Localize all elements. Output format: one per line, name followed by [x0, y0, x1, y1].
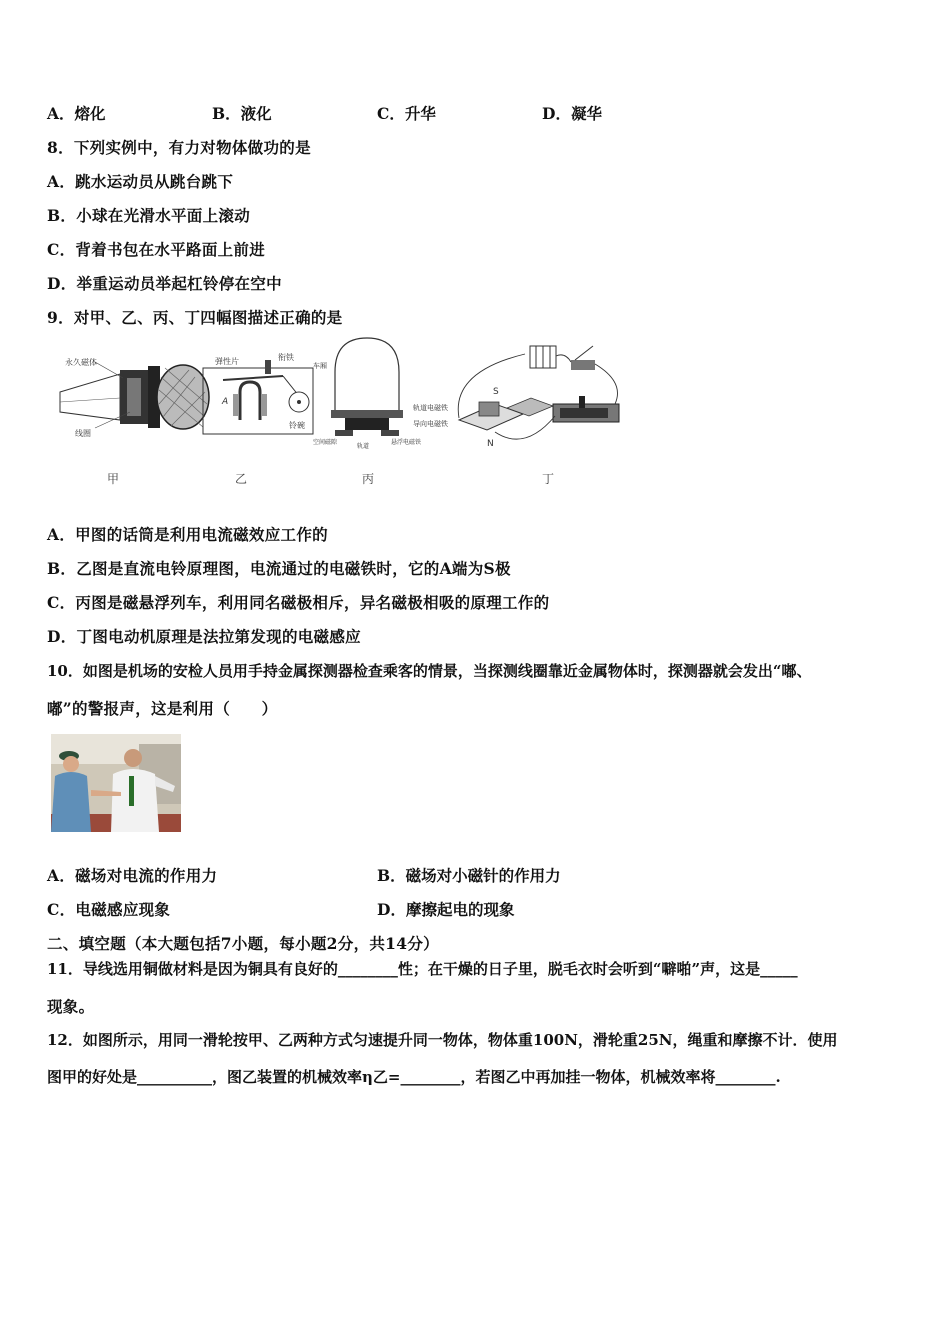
q7-option-d: D．凝华 — [542, 104, 602, 123]
q10-stem-line2: 嘟”的警报声，这是利用（ ） — [47, 699, 278, 718]
q7-option-b: B．液化 — [212, 104, 272, 123]
q9-stem: 9．对甲、乙、丙、丁四幅图描述正确的是 — [47, 308, 343, 327]
q10-option-a: A．磁场对电流的作用力 — [47, 866, 218, 885]
fig-yi-bell — [203, 352, 313, 434]
fig-bing-maglev — [313, 338, 448, 450]
q10-stem-line1: 10．如图是机场的安检人员用手持金属探测器检查乘客的情景，当探测线圈靠近金属物体时，探测器就会发出“嘟、 — [47, 662, 812, 680]
q7-option-a: A．熔化 — [47, 104, 106, 123]
fig-jia-microphone — [60, 357, 209, 438]
q10-option-d: D．摩擦起电的现象 — [377, 900, 515, 919]
q11-line2: 现象。 — [47, 997, 95, 1016]
section2-heading: 二、填空题（本大题包括7小题，每小题2分，共14分） — [47, 934, 439, 953]
q10-photo-svg — [51, 734, 181, 832]
fig-yi-bowl-label: 铃碗 — [289, 421, 305, 430]
fig-ding-n-label: N — [487, 439, 494, 449]
fig-label-ding: 丁 — [542, 472, 555, 486]
fig-ding-s-label: S — [493, 387, 499, 397]
fig-jia-coil-label: 线圈 — [75, 429, 91, 438]
q10-option-b: B．磁场对小磁针的作用力 — [377, 866, 561, 885]
fig-label-bing: 丙 — [362, 472, 375, 486]
q10-option-c: C．电磁感应现象 — [47, 900, 171, 919]
q8-stem: 8．下列实例中，有力对物体做功的是 — [47, 138, 311, 157]
q12-line1: 12．如图所示，用同一滑轮按甲、乙两种方式匀速提升同一物体，物体重100N，滑轮重25N，绳重和摩擦不计．使用 — [47, 1031, 838, 1049]
q8-option-d: D．举重运动员举起杠铃停在空中 — [47, 274, 282, 293]
q9-option-b: B．乙图是直流电铃原理图，电流通过的电磁铁时，它的A端为S极 — [47, 559, 511, 578]
q11-line1: 11．导线选用铜做材料是因为铜具有良好的________性；在干燥的日子里，脱毛衣时会听到“噼啪”声，这是_____ — [47, 960, 798, 978]
fig-bing-gap-label: 空间磁隙 — [313, 439, 338, 446]
fig-bing-levitation-label: 悬浮电磁铁 — [391, 439, 422, 446]
q8-option-a: A．跳水运动员从跳台跳下 — [47, 172, 234, 191]
fig-label-jia: 甲 — [107, 472, 120, 486]
q12-line2: 图甲的好处是__________，图乙装置的机械效率η乙=________，若图乙中再加挂一物体，机械效率将________. — [47, 1068, 781, 1086]
q9-figures-svg — [55, 332, 635, 492]
fig-bing-carriage-label: 车厢 — [313, 362, 327, 370]
fig-bing-guide-magnet-label: 导向电磁铁 — [413, 420, 448, 428]
fig-ding-motor — [458, 346, 619, 449]
q8-option-c: C．背着书包在水平路面上前进 — [47, 240, 266, 259]
fig-jia-magnet-label: 永久磁体 — [65, 358, 97, 367]
q7-option-c: C．升华 — [377, 104, 436, 123]
fig-yi-a-label: A — [222, 397, 229, 407]
fig-yi-spring-label: 弹性片 — [215, 357, 239, 366]
q10-photo — [51, 734, 181, 832]
fig-label-yi: 乙 — [235, 472, 248, 486]
q9-option-a: A．甲图的话筒是利用电流磁效应工作的 — [47, 525, 328, 544]
fig-bing-rail-label: 轨道 — [357, 443, 370, 450]
fig-yi-armature-label: 衔铁 — [278, 353, 294, 362]
q8-option-b: B．小球在光滑水平面上滚动 — [47, 206, 251, 225]
fig-bing-track-magnet-label: 轨道电磁铁 — [413, 404, 448, 412]
q9-option-c: C．丙图是磁悬浮列车，利用同名磁极相斥，异名磁极相吸的原理工作的 — [47, 593, 550, 612]
q9-figure-strip — [55, 332, 635, 492]
q9-option-d: D．丁图电动机原理是法拉第发现的电磁感应 — [47, 627, 361, 646]
